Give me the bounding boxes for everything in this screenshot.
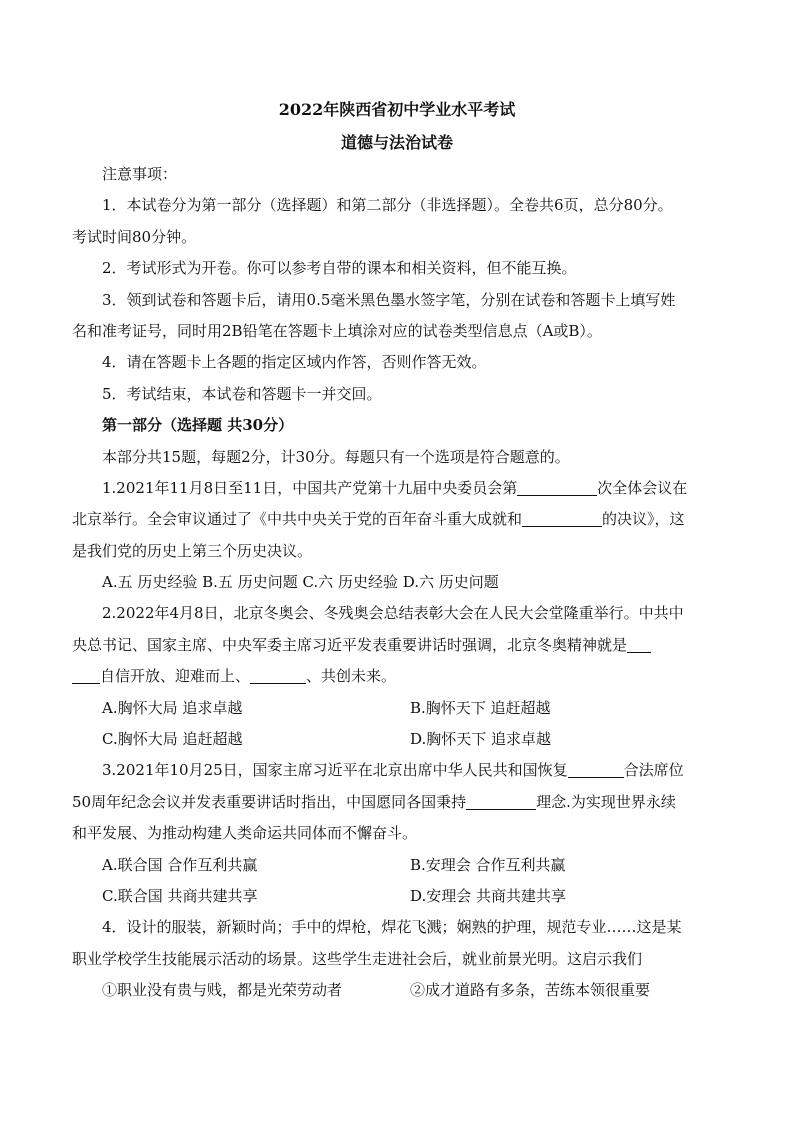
q3-options-row-2 [72, 881, 722, 912]
q1-line-3: 是我们党的历史上第三个历史决议。 [72, 541, 313, 560]
q4-option-1: ①职业没有贵与贱，都是光荣劳动者 [102, 981, 343, 1000]
part1-intro: 本部分共15题，每题2分，计30分。每题只有一个选项是符合题意的。 [102, 447, 570, 466]
q3-text-1a: 3.2021年10月25日，国家主席习近平在北京出席中华人民共和国恢复 [102, 761, 568, 780]
q1-options: A.五 历史经验 B.五 历史问题 C.六 历史经验 D.六 历史问题 [102, 573, 499, 592]
exam-subtitle: 道德与法治试卷 [340, 133, 453, 152]
q2-options-row-2 [72, 724, 722, 755]
q2-option-b: B.胸怀天下 追赶超越 [410, 698, 551, 717]
q1-text-2a: 北京举行。全会审议通过了《中共中央关于党的百年奋斗重大成就和 [72, 510, 523, 529]
q2-blank-1a [627, 634, 651, 653]
notice-item-1: 1．本试卷分为第一部分（选择题）和第二部分（非选择题）。全卷共6页，总分80分。 [102, 196, 673, 215]
q1-text-2b: 的决议》，这 [602, 510, 685, 529]
notice-item-3: 3．领到试卷和答题卡后，请用0.5毫米黑色墨水签字笔，分别在试卷和答题卡上填写姓 [102, 290, 676, 309]
q4-line-2: 职业学校学生技能展示活动的场景。这些学生走进社会后，就业前景光明。这启示我们 [72, 949, 643, 968]
q2-line-3 [72, 661, 722, 692]
q2-option-d: D.胸怀天下 追求卓越 [410, 730, 552, 749]
notice-item-3-cont: 名和准考证号，同时用2B铅笔在答题卡上填涂对应的试卷类型信息点（A或B）。 [72, 321, 602, 340]
q4-line-1: 4．设计的服装，新颖时尚；手中的焊枪，焊花飞溅；娴熟的护理，规范专业……这是某 [102, 918, 682, 937]
q2-text-3a: 自信开放、迎难而上、 [100, 667, 251, 686]
q4-option-2: ②成才道路有多条，苦练本领很重要 [410, 981, 651, 1000]
q2-text-3b: 、共创未来。 [306, 667, 397, 686]
q2-options-row-1 [72, 693, 722, 724]
q1-text-1b: 次全体会议在 [597, 478, 688, 497]
q1-blank-1 [517, 477, 597, 496]
notice-item-1-cont: 考试时间80分钟。 [72, 227, 197, 246]
notice-item-2: 2．考试形式为开卷。你可以参考自带的课本和相关资料，但不能互换。 [102, 259, 577, 278]
exam-title: 2022年陕西省初中学业水平考试 [278, 100, 516, 119]
q3-blank-1 [568, 759, 624, 778]
q2-option-c: C.胸怀大局 追赶超越 [102, 730, 243, 749]
q2-option-a: A.胸怀大局 追求卓越 [102, 698, 243, 717]
q3-options-row-1 [72, 850, 722, 881]
q3-option-a: A.联合国 合作互利共赢 [102, 855, 258, 874]
q2-blank-2 [250, 665, 306, 684]
part1-heading: 第一部分（选择题 共30分） [102, 416, 294, 435]
q3-blank-2 [466, 791, 536, 810]
q1-text-1a: 1.2021年11月8日至11日，中国共产党第十九届中央委员会第 [102, 478, 518, 497]
q3-option-b: B.安理会 合作互利共赢 [410, 855, 566, 874]
q2-blank-1b [72, 665, 100, 684]
q3-option-d: D.安理会 共商共建共享 [410, 886, 567, 905]
q3-line-2 [72, 787, 722, 818]
q4-options-row-1 [72, 975, 722, 1006]
notice-heading: 注意事项： [102, 165, 178, 183]
q3-text-2a: 50周年纪念会议并发表重要讲话时指出，中国愿同各国秉持 [72, 792, 467, 811]
q2-line-2 [72, 630, 722, 661]
exam-content [72, 94, 722, 1007]
q3-text-1b: 合法席位 [623, 761, 684, 780]
q1-line-1 [72, 473, 722, 504]
q1-line-2 [72, 504, 722, 535]
q3-option-c: C.联合国 共商共建共享 [102, 886, 258, 905]
q3-text-2b: 理念.为实现世界永续 [536, 792, 676, 811]
q2-text-2: 央总书记、国家主席、中央军委主席习近平发表重要讲话时强调，北京冬奥精神就是 [72, 635, 628, 654]
q3-line-1 [72, 755, 722, 786]
q3-line-3: 和平发展、为推动构建人类命运共同体而不懈奋斗。 [72, 824, 418, 843]
q1-blank-2 [522, 508, 602, 527]
notice-item-5: 5．考试结束，本试卷和答题卡一并交回。 [102, 384, 382, 403]
notice-item-4: 4．请在答题卡上各题的指定区域内作答，否则作答无效。 [102, 353, 487, 372]
q2-line-1: 2.2022年4月8日，北京冬奥会、冬残奥会总结表彰大会在人民大会堂隆重举行。中共中 [102, 604, 684, 623]
